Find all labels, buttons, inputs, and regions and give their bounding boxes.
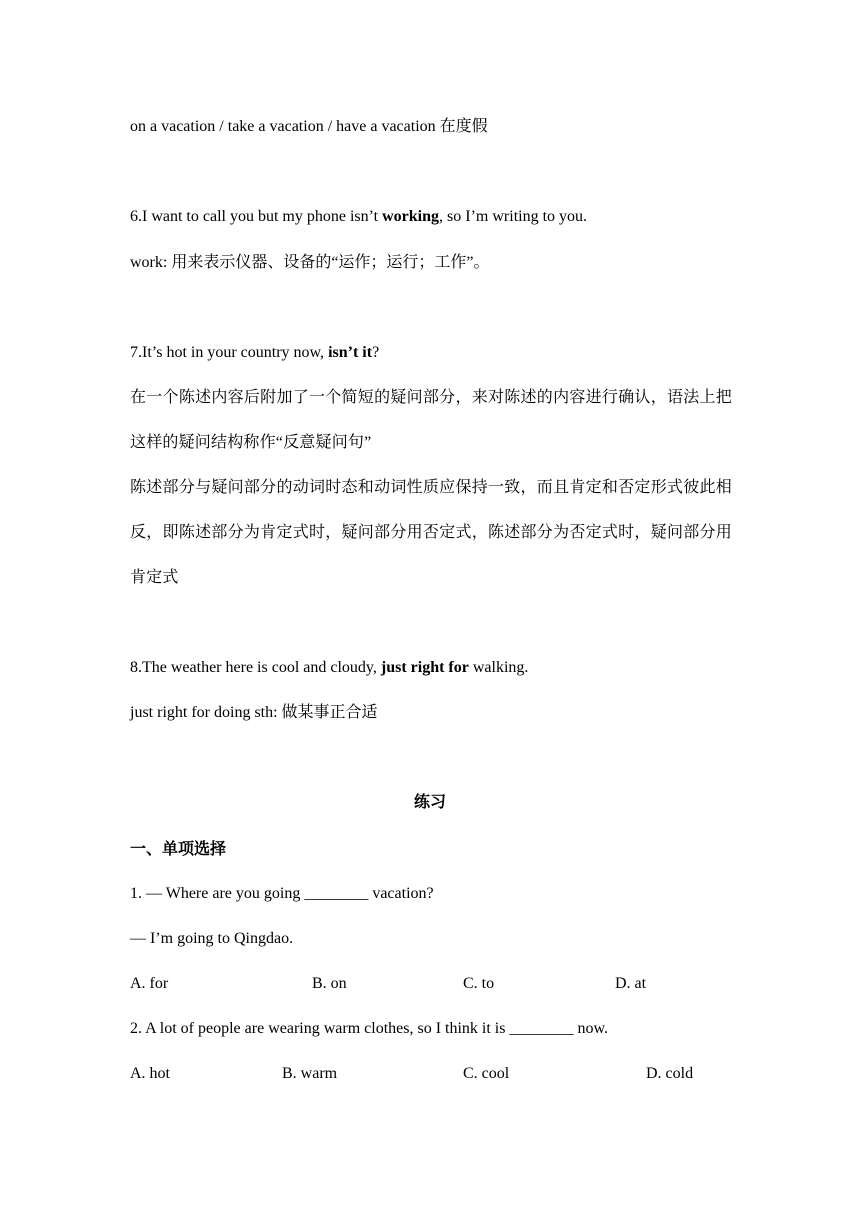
q2-option-b: B. warm [282, 1065, 338, 1082]
note-6-explanation: work: 用来表示仪器、设备的“运作；运行；工作”。 [130, 254, 490, 271]
sentence-8-prefix: 8.The weather here is cool and cloudy, [130, 659, 381, 676]
question-2-stem: 2. A lot of people are wearing warm clothes, so I think it is ________ now. [130, 1020, 608, 1037]
vacation-phrase-line: on a vacation / take a vacation / have a vacation 在度假 [130, 118, 488, 135]
sentence-8-keyword: just right for [380, 659, 469, 676]
q1-option-c: C. to [463, 975, 495, 992]
q1-option-b: B. on [312, 975, 347, 992]
q1-option-a: A. for [130, 975, 169, 992]
q2-option-a: A. hot [130, 1065, 170, 1082]
exercise-title: 练习 [413, 794, 446, 811]
q2-option-d: D. cold [646, 1065, 694, 1082]
q2-option-c: C. cool [463, 1065, 510, 1082]
example-sentence-6 [130, 207, 587, 227]
note-7-explanation-2: 陈述部分与疑问部分的动词时态和动词性质应保持一致，而且肯定和否定形式彼此相反，即陈述部分为肯定式时，疑问部分用否定式，陈述部分为否定式时，疑问部分用肯定式 [130, 479, 732, 586]
question-1-stem: 1. — Where are you going ________ vacation? [130, 885, 434, 902]
sentence-7-keyword: isn’t it [328, 344, 373, 361]
sentence-8-suffix: walking. [468, 659, 529, 676]
note-8-explanation: just right for doing sth: 做某事正合适 [130, 704, 378, 721]
question-1-answer-line: — I’m going to Qingdao. [130, 930, 294, 947]
sentence-6-keyword: working [382, 208, 440, 225]
q1-option-d: D. at [615, 975, 647, 992]
sentence-7-suffix: ? [372, 344, 380, 361]
example-sentence-8 [130, 658, 528, 678]
sentence-7-prefix: 7.It’s hot in your country now, [130, 344, 329, 361]
sentence-6-prefix: 6.I want to call you but my phone isn’t [130, 208, 383, 225]
example-sentence-7 [130, 343, 379, 363]
note-7-explanation-1: 在一个陈述内容后附加了一个简短的疑问部分，来对陈述的内容进行确认，语法上把这样的疑问结构称作“反意疑问句” [130, 389, 732, 451]
sentence-6-suffix: , so I’m writing to you. [439, 208, 588, 225]
section-1-heading: 一、单项选择 [130, 841, 227, 858]
